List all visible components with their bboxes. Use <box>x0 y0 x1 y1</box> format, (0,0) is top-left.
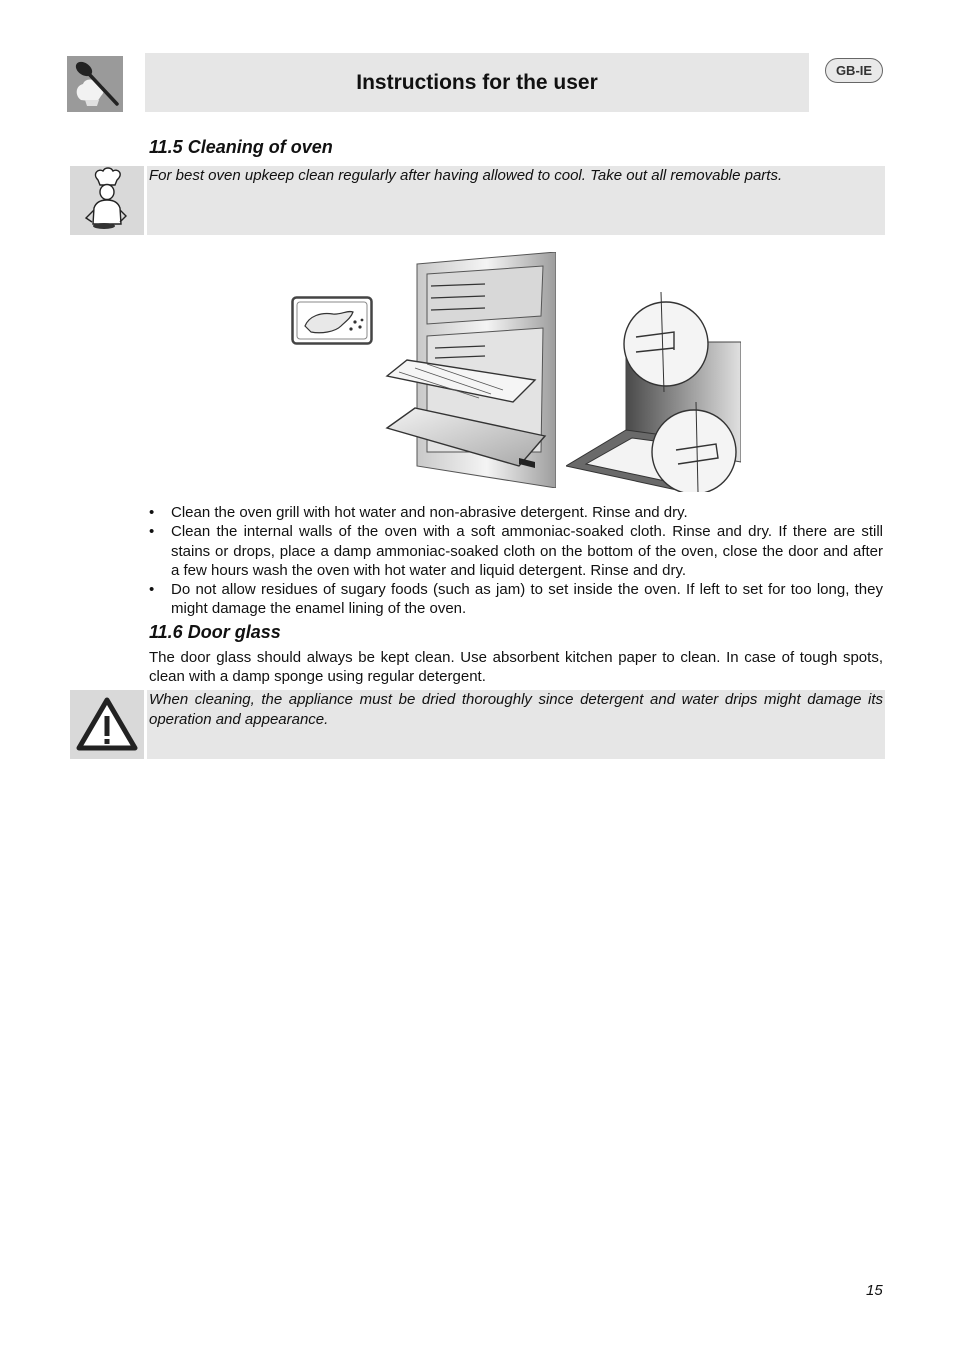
warning-icon-box <box>70 690 144 759</box>
page-title: Instructions for the user <box>356 70 598 94</box>
door-glass-body: The door glass should always be kept clean. Use absorbent kitchen paper to clean. In case of tough spots, clean with a damp sponge using regular detergent. <box>149 649 883 686</box>
list-item: • Do not allow residues of sugary foods (such as jam) to set inside the oven. If left to set for too long, they might damage the enamel lining of the oven. <box>149 580 883 619</box>
note-box-cleaning <box>147 166 885 235</box>
list-item: • Clean the internal walls of the oven with a soft ammoniac-soaked cloth. Rinse and dry. If there are still stains or drops, place a damp ammoniac-soaked cloth on the bottom of the oven, close the door and after a few hours wash the oven with hot water and liquid detergent. Rinse and dry. <box>149 522 883 580</box>
spoon-chef-hat-icon <box>67 56 123 112</box>
oven-racks-illustration <box>385 252 556 488</box>
page-number: 15 <box>866 1282 883 1299</box>
language-badge: GB-IE <box>825 58 883 83</box>
cleaning-bullet-list <box>149 503 883 619</box>
warning-note-box <box>147 690 885 759</box>
section-heading-cleaning-oven: 11.5 Cleaning of oven <box>149 137 333 157</box>
section-heading-door-glass: 11.6 Door glass <box>149 622 281 642</box>
cleaning-hand-icon <box>291 296 373 345</box>
warning-text: When cleaning, the appliance must be dried thoroughly since detergent and water drips might damage its operation and appearance. <box>149 691 883 728</box>
note-text-cleaning: For best oven upkeep clean regularly after having allowed to cool. Take out all removable parts. <box>149 167 783 184</box>
chef-icon-box <box>70 166 144 235</box>
header-logo <box>67 56 123 112</box>
header-bar <box>145 53 809 112</box>
warning-triangle-icon <box>70 690 144 759</box>
list-item: • Clean the oven grill with hot water and non-abrasive detergent. Rinse and dry. <box>149 503 883 522</box>
oven-side-runners-illustration <box>566 292 741 492</box>
chef-icon <box>70 166 144 235</box>
